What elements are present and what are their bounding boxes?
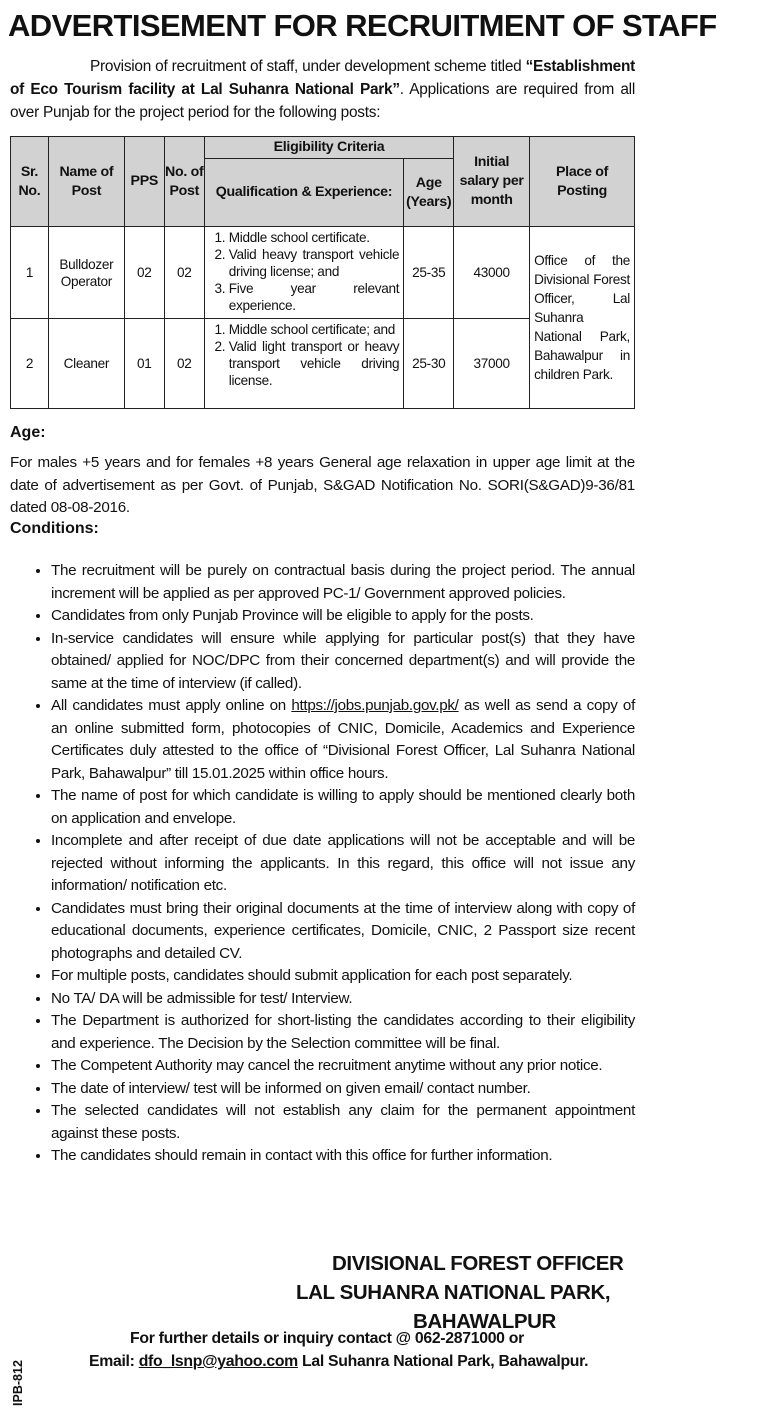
conditions-list [10, 560, 635, 1168]
page-title: ADVERTISEMENT FOR RECRUITMENT OF STAFF [8, 8, 717, 43]
header-qualification: Qualification & Experience: [204, 159, 404, 227]
header-pps: PPS [124, 137, 164, 227]
qualification-item: 2. Valid heavy transport vehicle driving license; and [229, 246, 400, 280]
list-item [51, 695, 635, 785]
list-item: • The candidates should remain in contact with this office for further information. [51, 1145, 635, 1168]
signature-designation: DIVISIONAL FOREST OFFICER [332, 1252, 624, 1275]
header-initial-salary: Initial salary per month [454, 137, 530, 227]
list-item: • The recruitment will be purely on contractual basis during the project period. The annual increment will be applied as per approved PC-1/ Government approved policies. [51, 560, 635, 605]
intro-text-1: Provision of recruitment of staff, under development scheme titled [90, 58, 526, 75]
header-no-of-post: No. of Post [164, 137, 204, 227]
row-pps: 01 [124, 319, 164, 409]
row-qualification [204, 227, 404, 319]
header-age: Age (Years) [404, 159, 454, 227]
qualification-item: 1. Middle school certificate. [229, 229, 400, 246]
contact-phone-line: For further details or inquiry contact @ 062-2871000 or [130, 1330, 524, 1347]
contact-block [60, 1327, 645, 1373]
list-item: • No TA/ DA will be admissible for test/ Interview. [51, 988, 635, 1011]
list-item: • Incomplete and after receipt of due date applications will not be acceptable and will be rejected without informing the applicants. In this regard, this office will not issue any information/ notification etc. [51, 830, 635, 898]
header-sr-no: Sr. No. [11, 137, 49, 227]
row-sr: 1 [11, 227, 49, 319]
list-item: • The date of interview/ test will be informed on given email/ contact number. [51, 1078, 635, 1101]
email-label: Email: [89, 1353, 139, 1370]
list-item: • Candidates from only Punjab Province will be eligible to apply for the posts. [51, 605, 635, 628]
qualification-item: 1. Middle school certificate; and [229, 321, 400, 338]
signature-city: BAHAWALPUR [413, 1310, 556, 1333]
signature-block [296, 1249, 646, 1336]
qualification-item: 2. Valid light transport or heavy transport vehicle driving license. [229, 338, 400, 389]
header-place-of-posting: Place of Posting [530, 137, 635, 227]
online-apply-text: All candidates must apply online on [51, 697, 292, 714]
contact-address: Lal Suhanra National Park, Bahawalpur. [297, 1353, 589, 1370]
ipb-code: IPB-812 [11, 1360, 25, 1406]
age-relaxation-text: For males +5 years and for females +8 years General age relaxation in upper age limit at the date of advertisement as per Govt. of Punjab, S&GAD Notification No. SORI(S&GAD)9-36/81 dated 08-08-2016. [10, 454, 635, 516]
posts-table [10, 136, 635, 409]
conditions-heading: Conditions: [10, 520, 99, 537]
row-qualification [204, 319, 404, 409]
intro-paragraph [10, 55, 635, 124]
row-salary: 43000 [454, 227, 530, 319]
row-no-of-post: 02 [164, 227, 204, 319]
age-heading: Age: [10, 424, 46, 441]
list-item: • Candidates must bring their original documents at the time of interview along with copy of educational documents, experience certificates, Domicile, CNIC, 2 Passport size recent photographs and detailed CV. [51, 898, 635, 966]
row-sr: 2 [11, 319, 49, 409]
row-pps: 02 [124, 227, 164, 319]
row-age: 25-30 [404, 319, 454, 409]
intro-text-2: . Applications are required from all over Punjab for the project period for the following posts: [10, 81, 635, 121]
list-item: • For multiple posts, candidates should submit application for each post separately. [51, 965, 635, 988]
contact-email-line [60, 1350, 645, 1373]
row-age: 25-35 [404, 227, 454, 319]
signature-office: LAL SUHANRA NATIONAL PARK, [296, 1281, 611, 1304]
row-post-name: Cleaner [48, 319, 124, 409]
list-item: • The selected candidates will not establish any claim for the permanent appointment against these posts. [51, 1100, 635, 1145]
header-eligibility-criteria: Eligibility Criteria [204, 137, 454, 159]
online-apply-details: as well as send a copy of an online submitted form, photocopies of CNIC, Domicile, Academics and Experience Certificates duly attested to the office of “Divisional Forest Officer, Lal Suhanra National Park, Bahawalpur” till 15.01.2025 within office hours. [51, 697, 635, 782]
list-item: • The name of post for which candidate is willing to apply should be mentioned clearly both on application and envelope. [51, 785, 635, 830]
jobs-portal-link[interactable]: https://jobs.punjab.gov.pk/ [291, 697, 459, 714]
email-link[interactable]: dfo_lsnp@yahoo.com [138, 1353, 298, 1370]
table-row [11, 227, 635, 319]
qualification-item: 3. Five year relevant experience. [229, 280, 400, 314]
header-name-of-post: Name of Post [48, 137, 124, 227]
place-of-posting: Office of the Divisional Forest Officer, Lal Suhanra National Park, Bahawalpur in children Park. [530, 227, 635, 409]
row-no-of-post: 02 [164, 319, 204, 409]
list-item: • In-service candidates will ensure while applying for particular post(s) that they have obtained/ applied for NOC/DPC from their concerned department(s) and will provide the same at the time of interview (if called). [51, 628, 635, 696]
row-salary: 37000 [454, 319, 530, 409]
list-item: • The Department is authorized for short-listing the candidates according to their eligibility and experience. The Decision by the Selection committee will be final. [51, 1010, 635, 1055]
row-post-name: Bulldozer Operator [48, 227, 124, 319]
scheme-title: “Establishment of Eco Tourism facility at Lal Suhanra National Park” [10, 58, 635, 98]
list-item: • The Competent Authority may cancel the recruitment anytime without any prior notice. [51, 1055, 635, 1078]
